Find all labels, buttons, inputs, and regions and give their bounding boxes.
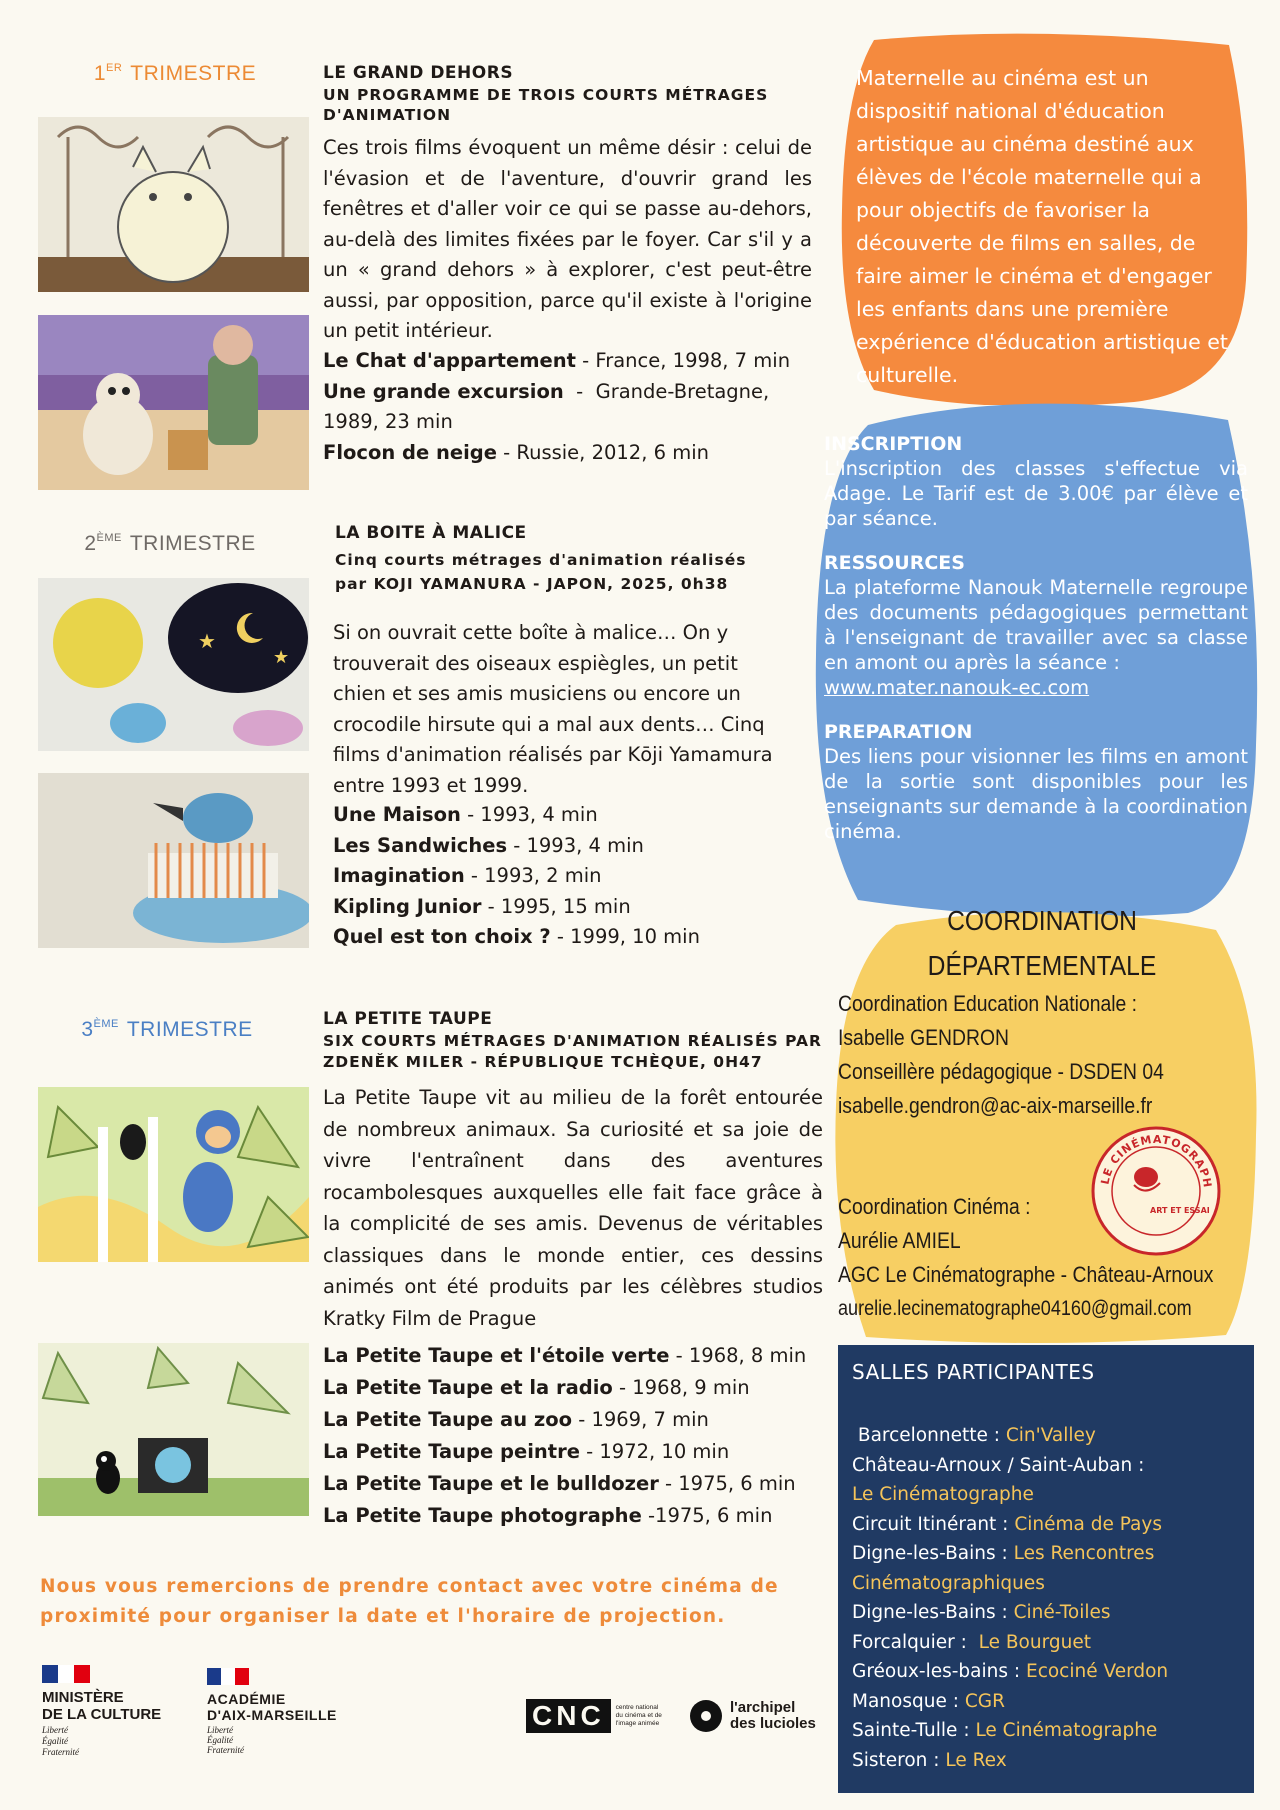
film-title: La Petite Taupe et la radio [323, 1376, 613, 1399]
trimester-label-2 [65, 532, 275, 556]
film-info: - 1993, 2 min [464, 864, 602, 887]
cnc-sub-line: l'image animée [615, 1720, 660, 1727]
trimester-sup: ÈME [93, 1018, 119, 1030]
salle-cinema: Les Rencontres [1013, 1543, 1155, 1564]
film-still-taupe-monkey [38, 1087, 309, 1262]
salle-cinema: Cinématographiques [852, 1572, 1045, 1594]
en-label: Coordination Education Nationale : [838, 991, 1138, 1016]
contact-note: Nous vous remercions de prendre contact avec votre cinéma de proximité pour organiser la date et l'horaire de projection. [40, 1576, 779, 1627]
salle-cinema: Ciné-Toiles [1013, 1602, 1111, 1623]
maternelle-intro: Maternelle au cinéma est un dispositif national d'éducation artistique au cinéma destiné aux élèves de l'école maternelle qui a pour objectifs de favoriser la découverte de films en salles, de faire aimer le cinéma et d'engager les enfants dans une première expérience d'éducation artistique et culturelle. [856, 66, 1228, 387]
film-info: - 1972, 10 min [579, 1440, 730, 1463]
salles-list [852, 1421, 1168, 1775]
film-item [323, 1468, 806, 1500]
film-item [323, 1436, 806, 1468]
section-title-boite-malice: LA BOITE À MALICE [335, 523, 527, 543]
film-item [323, 438, 790, 469]
cnc-wordmark: CNC [526, 1699, 611, 1733]
trimester-sup: ÈME [96, 532, 122, 544]
cinema-email[interactable]: aurelie.lecinematographe04160@gmail.com [838, 1297, 1192, 1320]
salle-item [852, 1451, 1168, 1481]
film-item [333, 831, 700, 862]
cnc-subtitle [616, 1704, 662, 1728]
film-still-chat [38, 117, 309, 292]
coordination-heading-line: DÉPARTEMENTALE [927, 950, 1157, 981]
film-item [333, 800, 700, 831]
motto [207, 1725, 367, 1755]
film-list-boite-malice [333, 800, 700, 953]
salle-item [852, 1598, 1168, 1628]
salle-place: Circuit Itinérant : [852, 1513, 1015, 1535]
cinema-org: AGC Le Cinématographe - Château-Arnoux [838, 1262, 1214, 1287]
cnc-sub-line: du cinéma et de [615, 1712, 662, 1719]
salle-place: Digne-les-Bains : [852, 1543, 1014, 1564]
film-title: Imagination [333, 864, 465, 887]
salle-item [852, 1480, 1168, 1510]
film-info: - 1975, 6 min [658, 1472, 796, 1495]
motto-line: Égalité [207, 1735, 233, 1745]
coordination-heading [884, 898, 1201, 988]
logo-text [42, 1689, 192, 1723]
salle-item [852, 1539, 1168, 1569]
trimester-label-3 [62, 1018, 272, 1042]
film-item [323, 377, 790, 408]
logo-ministere-culture [42, 1665, 192, 1758]
subtitle-line: ZDENĚK MILER - RÉPUBLIQUE TCHÈQUE, 0H47 [323, 1053, 763, 1071]
logo-line: DE LA CULTURE [42, 1706, 162, 1723]
section-subtitle-grand-dehors: UN PROGRAMME DE TROIS COURTS MÉTRAGES D'ANIMATION [323, 86, 769, 124]
salle-item [852, 1687, 1168, 1717]
trimester-word: TRIMESTRE [126, 1018, 253, 1041]
salle-place: Sainte-Tulle : [852, 1720, 976, 1741]
film-list-petite-taupe [323, 1340, 806, 1532]
film-item [333, 861, 700, 892]
en-role: Conseillère pédagogique - DSDEN 04 [838, 1059, 1164, 1084]
salle-cinema: Le Rex [945, 1749, 1007, 1771]
film-list-grand-dehors [323, 346, 790, 468]
film-info: 1989, 23 min [323, 410, 453, 433]
inscription-text: L'inscription des classes s'effectue via Adage. Le Tarif est de 3.00€ par élève et par séance. [824, 457, 1248, 530]
film-title: La Petite Taupe au zoo [323, 1408, 573, 1431]
salle-item [852, 1716, 1168, 1746]
film-item [323, 407, 790, 438]
cinema-name: Aurélie AMIEL [838, 1228, 961, 1253]
trimester-number: 3 [81, 1018, 94, 1041]
svg-text:LE CINÉMATOGRAPHE: LE CINÉMATOGRAPH [1098, 1132, 1215, 1190]
nanouk-link[interactable]: www.mater.nanouk-ec.com [824, 676, 1090, 699]
salle-place: Manosque : [852, 1690, 965, 1712]
trimester-label-1 [70, 62, 280, 86]
film-title: La Petite Taupe photographe [323, 1504, 642, 1527]
trimester-word: TRIMESTRE [129, 532, 256, 555]
salle-cinema: Ecociné Verdon [1026, 1661, 1169, 1682]
salle-place: Château-Arnoux / Saint-Auban : [852, 1454, 1145, 1476]
svg-text:ART ET ESSAI: ART ET ESSAI [1150, 1206, 1210, 1215]
salle-place: Sisteron : [852, 1749, 946, 1771]
trimester-number: 1 [93, 62, 107, 85]
preparation-heading: PREPARATION [824, 721, 973, 743]
film-info: - Grande-Bretagne, [563, 379, 770, 403]
film-item [323, 1340, 806, 1372]
film-item [323, 1372, 806, 1404]
film-info: - 1968, 8 min [669, 1344, 807, 1367]
motto-line: Liberté [42, 1725, 68, 1735]
en-name: Isabelle GENDRON [838, 1025, 1009, 1050]
marianne-flag-icon [42, 1665, 90, 1683]
film-info: - 1993, 4 min [507, 833, 644, 857]
salle-cinema: Cin'Valley [1005, 1425, 1096, 1446]
motto-line: Fraternité [42, 1747, 79, 1757]
trimester-number: 2 [84, 532, 97, 555]
film-title: Une Maison [333, 803, 461, 826]
archipel-mark-icon [690, 1700, 722, 1732]
motto [42, 1725, 192, 1758]
section-title-petite-taupe: LA PETITE TAUPE [323, 1009, 493, 1029]
archipel-text [730, 1700, 816, 1732]
film-still-sandwiches [38, 773, 309, 948]
logo-cnc [526, 1699, 662, 1733]
salle-cinema: Le Cinématographe [975, 1720, 1158, 1741]
ressources-heading: RESSOURCES [824, 552, 965, 574]
salle-place: Barcelonnette : [852, 1425, 1006, 1446]
salle-cinema: Le Bourguet [978, 1631, 1091, 1653]
film-still-excursion [38, 315, 309, 490]
salles-title: SALLES PARTICIPANTES [852, 1360, 1095, 1384]
film-still-taupe-photographe [38, 1343, 309, 1516]
coordination-education-nationale [838, 987, 1217, 1123]
description-boite-malice: Si on ouvrait cette boîte à malice… On y trouverait des oiseaux espiègles, un petit chien et ses amis musiciens ou encore un crocodile hirsute qui a mal aux dents… Cinq films d'animation réalisés par Kōji Yamamura entre 1993 et 1999. [333, 621, 773, 797]
svg-text:★: ★ [198, 629, 216, 653]
cnc-sub-line: centre national [615, 1704, 659, 1711]
film-item [333, 922, 700, 953]
salle-cinema: Cinéma de Pays [1014, 1513, 1162, 1535]
film-item [323, 1500, 806, 1532]
film-title: La Petite Taupe et le bulldozer [323, 1472, 659, 1495]
film-title: Une grande excursion [323, 379, 564, 403]
salle-item [852, 1746, 1168, 1776]
film-item [323, 346, 790, 377]
film-title: Kipling Junior [333, 894, 482, 918]
film-title: Les Sandwiches [333, 833, 508, 857]
inscription-heading: INSCRIPTION [824, 433, 963, 455]
film-info: - France, 1998, 7 min [575, 349, 791, 372]
logo-line: D'AIX-MARSEILLE [207, 1707, 337, 1723]
section-title-grand-dehors: LE GRAND DEHORS [323, 63, 514, 83]
salle-item [852, 1657, 1168, 1687]
trimester-word: TRIMESTRE [130, 62, 257, 85]
ressources-text: La plateforme Nanouk Maternelle regroupe des documents pédagogiques permettant à l'enseignant de travailler avec sa classe en amont ou après la séance : [824, 576, 1248, 674]
film-info: -1975, 6 min [641, 1504, 773, 1527]
archipel-line: des lucioles [730, 1715, 816, 1732]
film-info: - 1993, 4 min [460, 803, 598, 826]
film-title: Quel est ton choix ? [333, 925, 551, 948]
logo-text [207, 1691, 367, 1723]
coordination-heading-line: COORDINATION [947, 905, 1137, 936]
film-item [333, 892, 700, 923]
description-petite-taupe: La Petite Taupe vit au milieu de la forêt entourée de nombreux animaux. Sa curiosité et sa joie de vivre l'entraînent dans des aventures rocambolesques auxquelles elle fait face grâce à la complicité de ses amis. Devenus de véritables classiques dans le monde entier, ces dessins animés ont été produits par les célèbres studios Kratky Film de Prague [323, 1086, 823, 1330]
subtitle-line: Cinq courts métrages d'animation réalisés [335, 551, 747, 569]
film-info: - 1969, 7 min [572, 1408, 709, 1431]
salle-place: Gréoux-les-bains : [852, 1661, 1026, 1682]
salle-item [852, 1421, 1168, 1451]
film-still-une-maison [38, 578, 309, 751]
salle-item [852, 1569, 1168, 1599]
preparation-text: Des liens pour visionner les films en amont de la sortie sont disponibles pour les enseignants sur demande à la coordination cinéma. [824, 745, 1248, 843]
cinematographe-stamp-logo [1090, 1125, 1222, 1257]
film-title: La Petite Taupe et l'étoile verte [323, 1344, 670, 1367]
cinema-label: Coordination Cinéma : [838, 1194, 1031, 1219]
subtitle-line: par KOJI YAMANURA - JAPON, 2025, 0h38 [335, 575, 729, 593]
motto-line: Liberté [207, 1725, 233, 1735]
subtitle-line: SIX COURTS MÉTRAGES D'ANIMATION RÉALISÉS PAR [323, 1032, 822, 1050]
salle-item [852, 1510, 1168, 1540]
section-subtitle-boite-malice [335, 548, 815, 596]
film-info: - 1995, 15 min [481, 894, 631, 918]
film-info: - 1999, 10 min [550, 925, 700, 948]
logo-line: MINISTÈRE [42, 1689, 124, 1706]
salle-item [852, 1628, 1168, 1658]
film-info: - Russie, 2012, 6 min [496, 440, 709, 464]
blue-box-content [824, 432, 1248, 844]
logo-line: ACADÉMIE [207, 1691, 286, 1707]
en-email[interactable]: isabelle.gendron@ac-aix-marseille.fr [838, 1093, 1153, 1118]
salle-cinema: Le Cinématographe [852, 1484, 1034, 1505]
svg-text:★: ★ [273, 647, 290, 668]
film-info: - 1968, 9 min [612, 1376, 750, 1399]
salle-cinema: CGR [964, 1690, 1005, 1712]
logo-academie-aix-marseille [207, 1668, 367, 1755]
marianne-flag-icon [207, 1668, 249, 1685]
film-title: La Petite Taupe peintre [323, 1440, 580, 1463]
description-grand-dehors: Ces trois films évoquent un même désir : celui de l'évasion et de l'aventure, d'ouvrir grand les fenêtres et d'aller voir ce qui se passe au-dehors, au-delà des limites fixées par le foyer. Car s'il y a un « grand dehors » à explorer, c'est peut-être aussi, par opposition, parce qu'il existe à l'origine un petit intérieur. [323, 136, 812, 342]
logo-archipel-lucioles [690, 1700, 816, 1732]
section-subtitle-petite-taupe [323, 1031, 823, 1073]
film-title: Flocon de neige [323, 440, 497, 464]
film-title: Le Chat d'appartement [323, 349, 576, 372]
film-item [323, 1404, 806, 1436]
motto-line: Fraternité [207, 1745, 244, 1755]
archipel-line: l'archipel [730, 1699, 796, 1716]
motto-line: Égalité [42, 1736, 68, 1746]
trimester-sup: ER [106, 62, 123, 74]
salle-place: Forcalquier : [852, 1631, 979, 1653]
salle-place: Digne-les-Bains : [852, 1602, 1014, 1623]
